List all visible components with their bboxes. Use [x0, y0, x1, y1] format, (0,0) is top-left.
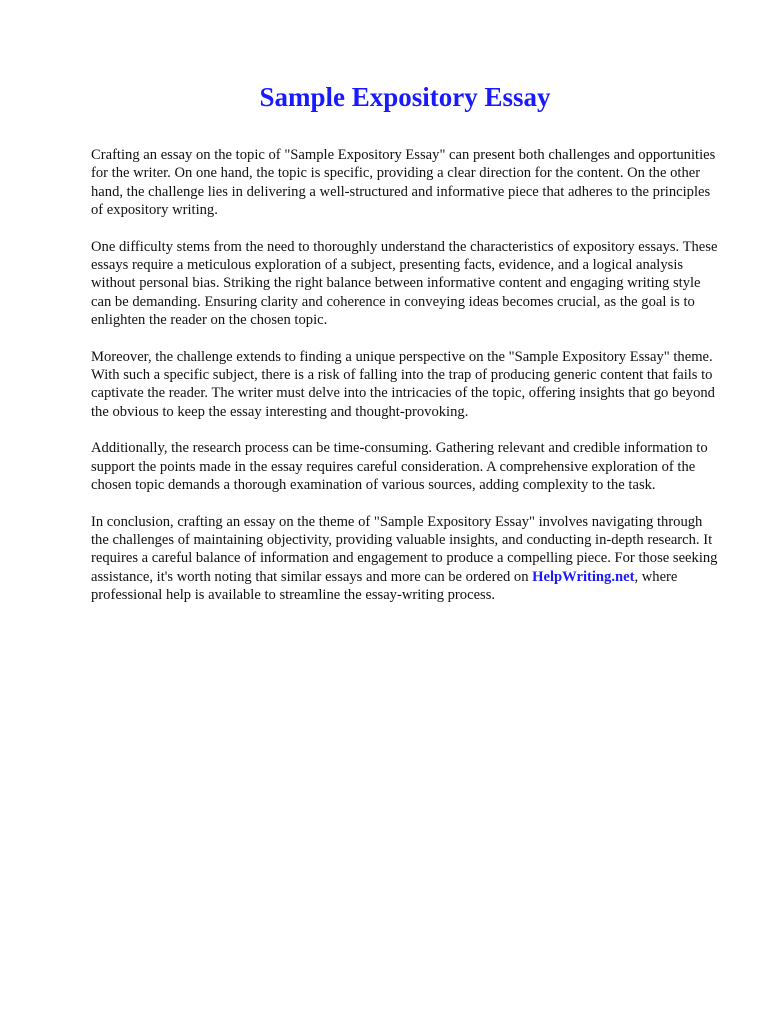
paragraph-research: Additionally, the research process can be time-consuming. Gathering relevant and credible information to support the points made in the essay requires careful consideration. A comprehensive exploration of the chosen topic demands a thorough examination of various sources, adding complexity to the task. [91, 440, 708, 494]
paragraph-perspective: Moreover, the challenge extends to finding a unique perspective on the "Sample Expository Essay" theme. With such a specific subject, there is a risk of falling into the trap of producing generic content that fails to captivate the reader. The writer must delve into the intricacies of the topic, offering insights that go beyond the obvious to keep the essay interesting and thought-provoking. [91, 348, 715, 420]
conclusion-text-before-link: In conclusion, crafting an essay on the theme of "Sample Expository Essay" involves navigating through the challenges of maintaining objectivity, providing valuable insights, and conducting in-depth research. It requires a careful balance of information and engagement to produce a compelling piece. For those seeking assistance, it's worth noting that similar essays and more can be ordered on [91, 513, 718, 585]
paragraph-conclusion [91, 513, 723, 605]
paragraph-intro: Crafting an essay on the topic of "Sample Expository Essay" can present both challenges and opportunities for the writer. On one hand, the topic is specific, providing a clear direction for the content. On the other hand, the challenge lies in delivering a well-structured and informative piece that adheres to the principles of expository writing. [91, 147, 716, 219]
paragraph-difficulty: One difficulty stems from the need to thoroughly understand the characteristics of expository essays. These essays require a meticulous exploration of a subject, presenting facts, evidence, and a logical analysis without personal bias. Striking the right balance between informative content and engaging writing style can be demanding. Ensuring clarity and coherence in conveying ideas becomes crucial, as the goal is to enlighten the reader on the chosen topic. [91, 238, 718, 329]
helpwriting-link[interactable]: HelpWriting.net [532, 568, 635, 585]
essay-body [91, 146, 723, 623]
conclusion-text-after-link: , where professional help is available to streamline the essay-writing process. [91, 568, 678, 604]
page-title: Sample Expository Essay [259, 82, 551, 112]
